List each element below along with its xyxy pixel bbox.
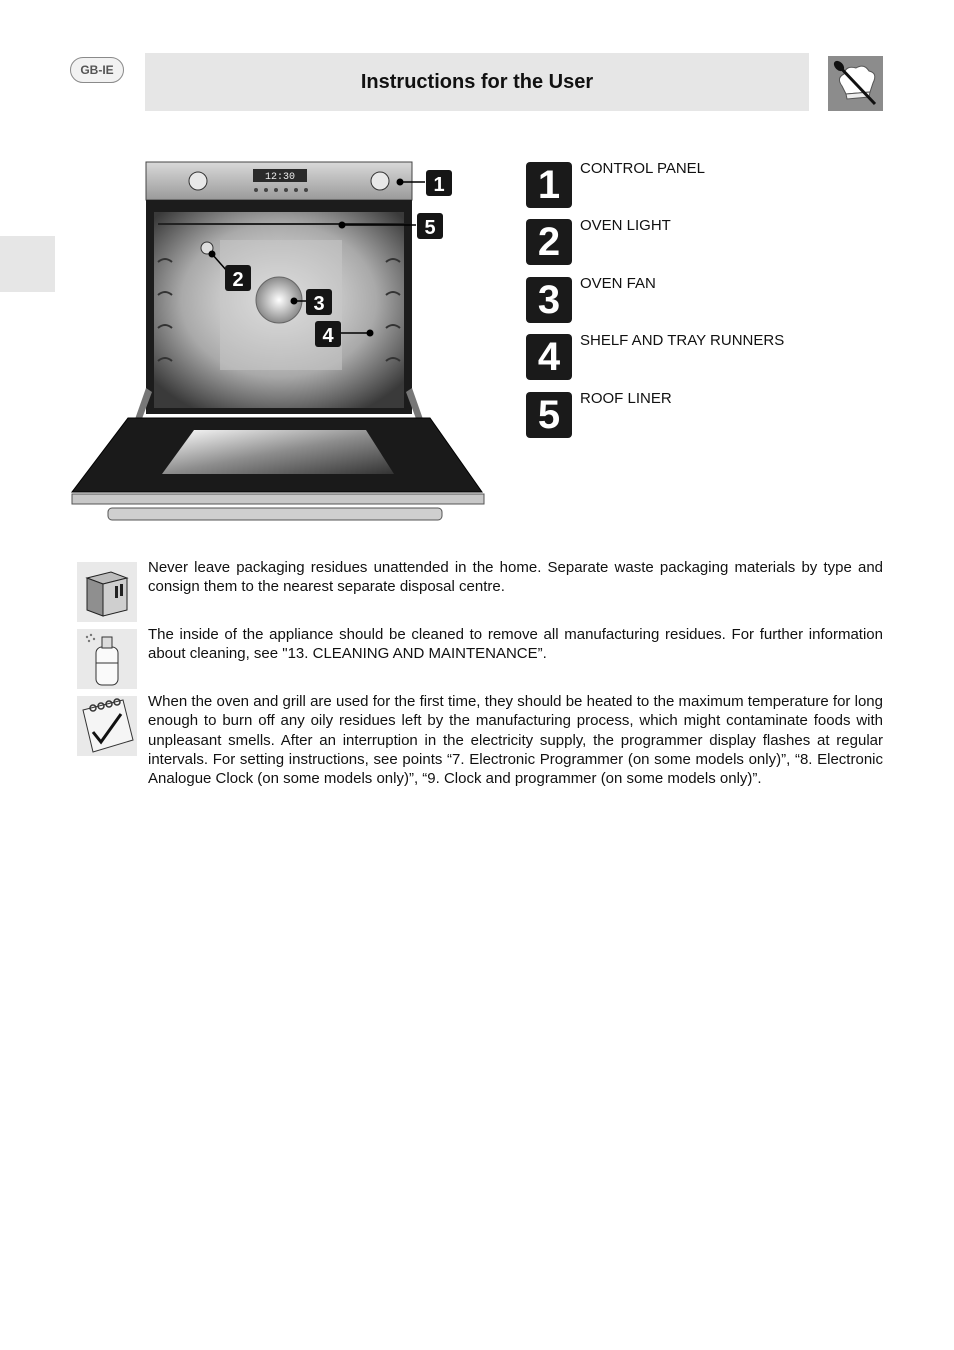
door-handle — [108, 508, 442, 520]
legend-label: CONTROL PANEL — [580, 160, 706, 177]
legend-number: 2 — [526, 219, 572, 265]
legend-number: 1 — [526, 162, 572, 208]
right-knob — [371, 172, 389, 190]
callout-4 — [315, 321, 341, 347]
legend-item-control-panel — [526, 160, 906, 217]
component-legend — [526, 160, 906, 447]
legend-item-shelf-runners — [526, 332, 906, 389]
legend-item-oven-fan — [526, 275, 906, 332]
section-tab — [0, 236, 55, 292]
legend-number: 3 — [526, 277, 572, 323]
note-first-use: When the oven and grill are used for the first time, they should be heated to the maximum temperature for long enough to burn off any oily residues left by the manufacturing process, which might contaminate foods with unpleasant smells. After an interruption in the electricity supply, the programmer display flashes at regular intervals. For setting instructions, see points “7. Electronic Programmer (on some models only)”, “8. Electronic Analogue Clock (on some models only)”, “9. Clock and programmer (on some models only)”. — [148, 693, 883, 788]
door-glass — [162, 430, 394, 474]
display-time: 12:30 — [264, 172, 296, 183]
legend-number: 4 — [526, 334, 572, 380]
spray-cleaner-icon — [77, 629, 137, 689]
callout-3 — [306, 289, 332, 315]
svg-text:3: 3 — [313, 293, 325, 315]
page-title: Instructions for the User — [360, 70, 594, 93]
left-knob — [189, 172, 207, 190]
packaging-box-icon — [77, 562, 137, 622]
svg-text:2: 2 — [232, 269, 244, 291]
legend-number: 5 — [526, 392, 572, 438]
chef-hat-spoon-icon — [828, 56, 883, 111]
note-cleaning: The inside of the appliance should be cleaned to remove all manufacturing residues. For further information about cleaning, see "13. CLEANING AND MAINTENANCE”. — [148, 626, 883, 663]
callout-1 — [426, 170, 452, 196]
legend-label: OVEN LIGHT — [580, 217, 671, 235]
svg-text:1: 1 — [433, 174, 445, 196]
header-bar — [145, 53, 809, 111]
legend-label: ROOF LINER — [580, 389, 672, 407]
legend-label: OVEN FAN — [580, 274, 656, 292]
note-packaging: Never leave packaging residues unattended in the home. Separate waste packaging materials by type and consign them to the nearest separate disposal centre. — [148, 559, 883, 596]
callout-2 — [225, 265, 251, 291]
legend-item-oven-light — [526, 217, 906, 274]
svg-text:5: 5 — [424, 217, 436, 239]
legend-item-roof-liner — [526, 390, 906, 447]
checklist-notepad-icon — [77, 696, 137, 756]
callout-5 — [417, 213, 443, 239]
legend-label: SHELF AND TRAY RUNNERS — [580, 332, 785, 350]
svg-text:4: 4 — [322, 325, 334, 347]
language-badge: GB-IE — [70, 57, 124, 83]
oven-diagram — [70, 160, 490, 530]
